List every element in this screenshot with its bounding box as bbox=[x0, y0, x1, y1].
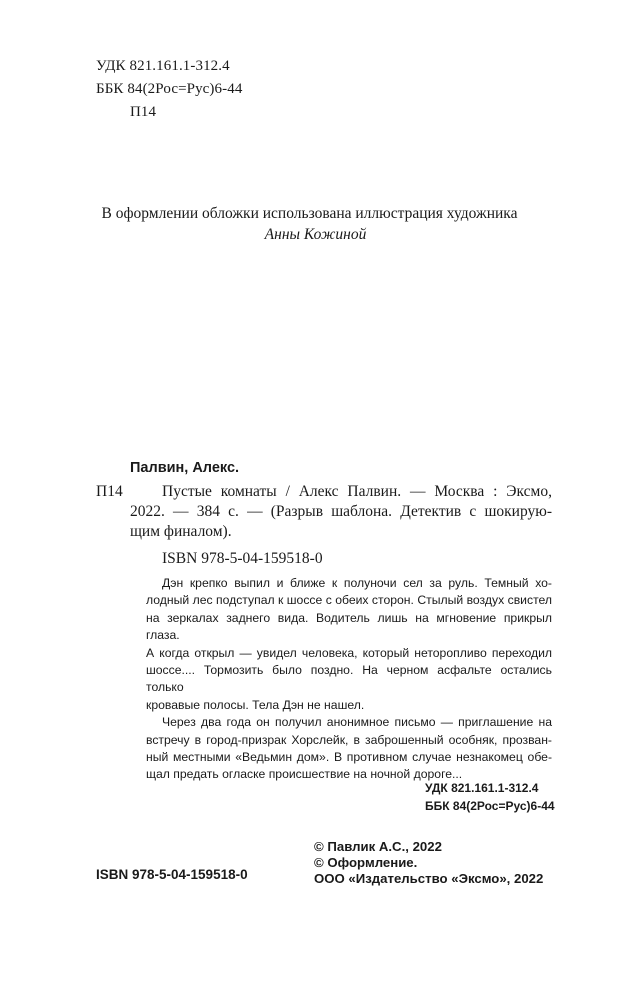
record-bbk-code: ББК 84(2Рос=Рус)6-44 bbox=[425, 799, 555, 813]
bottom-isbn: ISBN 978-5-04-159518-0 bbox=[96, 867, 248, 882]
copyright-author: © Павлик А.С., 2022 bbox=[314, 839, 442, 854]
annotation-line: встречу в город-призрак Хорслейк, в заброшенный особняк, прозван- bbox=[146, 732, 552, 747]
record-description-line: Пустые комнаты / Алекс Палвин. — Москва : Эксмо, bbox=[162, 483, 552, 500]
record-isbn: ISBN 978-5-04-159518-0 bbox=[162, 550, 323, 567]
bbk-code: ББК 84(2Рос=Рус)6-44 bbox=[96, 81, 243, 97]
cover-note-artist: Анны Кожиной bbox=[264, 226, 367, 243]
annotation-line: шоссе.... Тормозить было поздно. На черном асфальте остались только bbox=[146, 663, 552, 695]
annotation-line: А когда открыл — увидел человека, который неторопливо переходил bbox=[146, 645, 552, 660]
annotation-line: на зеркалах заднего вида. Водитель лишь на мгновение прикрыл глаза. bbox=[146, 610, 552, 643]
annotation-line: щал предать огласке происшествие на ночной дороге... bbox=[146, 767, 463, 782]
record-udk-code: УДК 821.161.1-312.4 bbox=[425, 781, 539, 795]
annotation-line: Дэн крепко выпил и ближе к полуночи сел за руль. Темный хо- bbox=[162, 576, 552, 590]
cover-note-line1: В оформлении обложки использована иллюстрация художника bbox=[101, 205, 518, 222]
annotation-line: Через два года он получил анонимное письмо — приглашение на bbox=[162, 715, 552, 730]
annotation-paragraph-1 bbox=[146, 575, 552, 714]
annotation-line: кровавые полосы. Тела Дэн не нашел. bbox=[146, 697, 365, 712]
udk-code: УДК 821.161.1-312.4 bbox=[96, 58, 230, 74]
annotation bbox=[146, 575, 552, 784]
copyright-publisher: ООО «Издательство «Эксмо», 2022 bbox=[314, 871, 544, 886]
record-description-line: 2022. — 384 с. — (Разрыв шаблона. Детектив с шокирую- bbox=[130, 503, 552, 520]
annotation-line: лодный лес подступал к шоссе с обеих сторон. Стылый воздух свистел bbox=[146, 593, 552, 608]
record-description-line: щим финалом). bbox=[130, 523, 232, 540]
annotation-paragraph-2 bbox=[146, 714, 552, 784]
copyright-design: © Оформление. bbox=[314, 855, 418, 870]
annotation-line: ный местными «Ведьмин дом». В противном случае незнакомец обе- bbox=[146, 750, 552, 765]
record-author-mark: П14 bbox=[96, 483, 123, 500]
author-mark-top: П14 bbox=[130, 104, 157, 120]
record-author: Палвин, Алекс. bbox=[130, 460, 240, 476]
